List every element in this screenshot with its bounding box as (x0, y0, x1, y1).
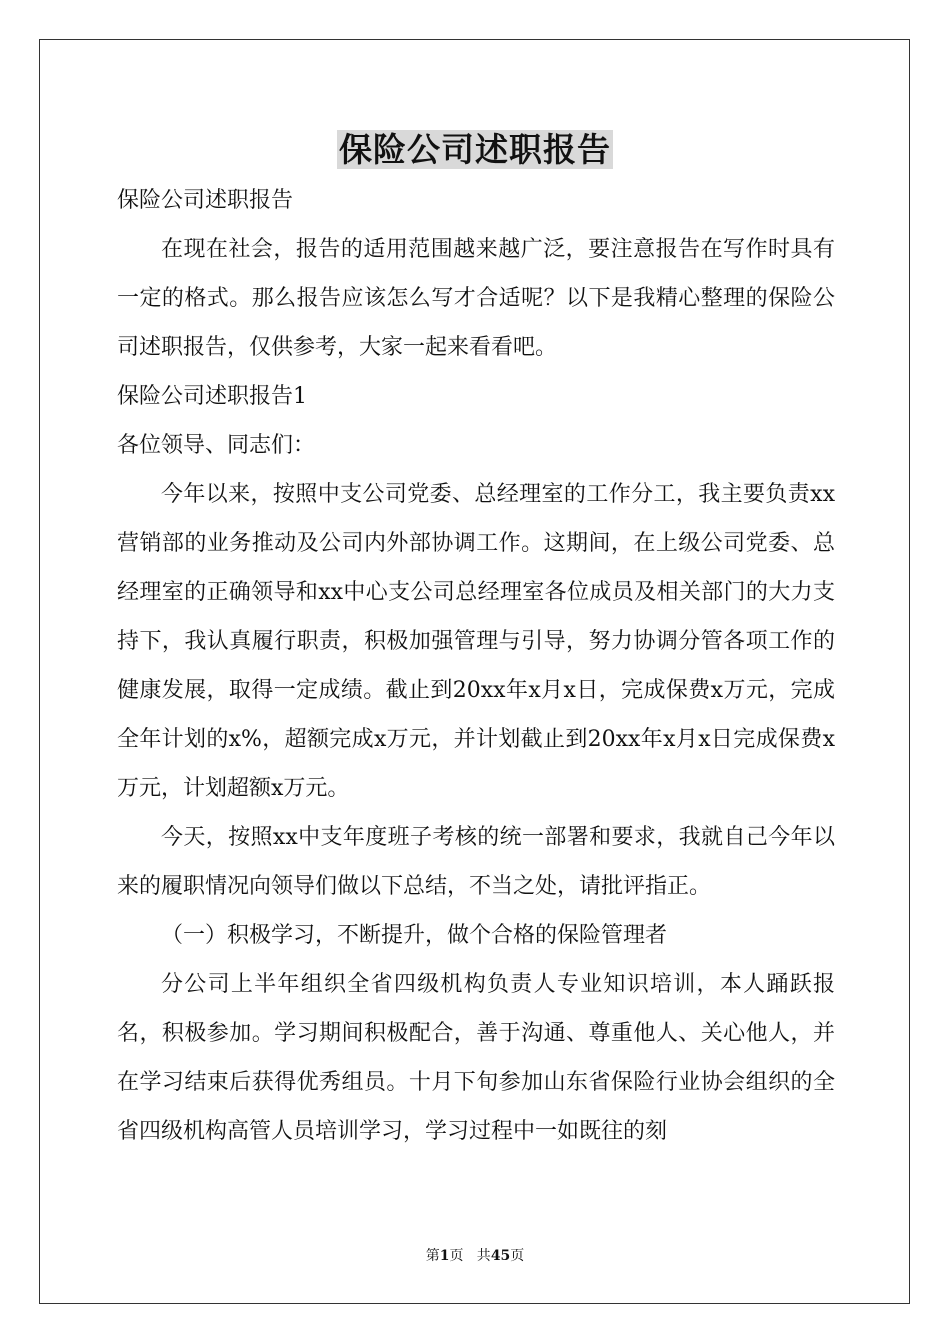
document-title-text: 保险公司述职报告 (339, 130, 611, 169)
document-body (117, 176, 835, 1156)
paragraph: 保险公司述职报告1 (117, 384, 307, 409)
footer-page-prefix: 第 (425, 1248, 440, 1264)
footer-page-suffix: 页 (510, 1248, 525, 1264)
footer-page-mid: 页 共 (449, 1248, 491, 1264)
page-footer (0, 1246, 950, 1266)
paragraph: 在现在社会，报告的适用范围越来越广泛，要注意报告在写作时具有一定的格式。那么报告应该怎么写才合适呢？以下是我精心整理的保险公司述职报告，仅供参考，大家一起来看看吧。 (117, 237, 835, 360)
paragraph: 今天，按照xx中支年度班子考核的统一部署和要求，我就自己今年以来的履职情况向领导们做以下总结，不当之处，请批评指正。 (117, 825, 835, 899)
footer-page-current: 1 (439, 1248, 450, 1264)
paragraph: 各位领导、同志们： (117, 433, 316, 458)
document-title (0, 128, 950, 172)
paragraph: 分公司上半年组织全省四级机构负责人专业知识培训，本人踊跃报名，积极参加。学习期间积极配合，善于沟通、尊重他人、关心他人，并在学习结束后获得优秀组员。十月下旬参加山东省保险行业协会组织的全省四级机构高管人员培训学习，学习过程中一如既往的刻 (117, 972, 835, 1144)
footer-page-total: 45 (490, 1248, 511, 1264)
paragraph: 保险公司述职报告 (117, 188, 294, 213)
paragraph: 今年以来，按照中支公司党委、总经理室的工作分工，我主要负责xx营销部的业务推动及公司内外部协调工作。这期间，在上级公司党委、总经理室的正确领导和xx中心支公司总经理室各位成员及相关部门的大力支持下，我认真履行职责，积极加强管理与引导，努力协调分管各项工作的健康发展，取得一定成绩。截止到20xx年x月x日，完成保费x万元，完成全年计划的x%，超额完成x万元，并计划截止到20xx年x月x日完成保费x万元，计划超额x万元。 (117, 482, 835, 801)
section-heading: （一）积极学习，不断提升，做个合格的保险管理者 (161, 923, 668, 948)
